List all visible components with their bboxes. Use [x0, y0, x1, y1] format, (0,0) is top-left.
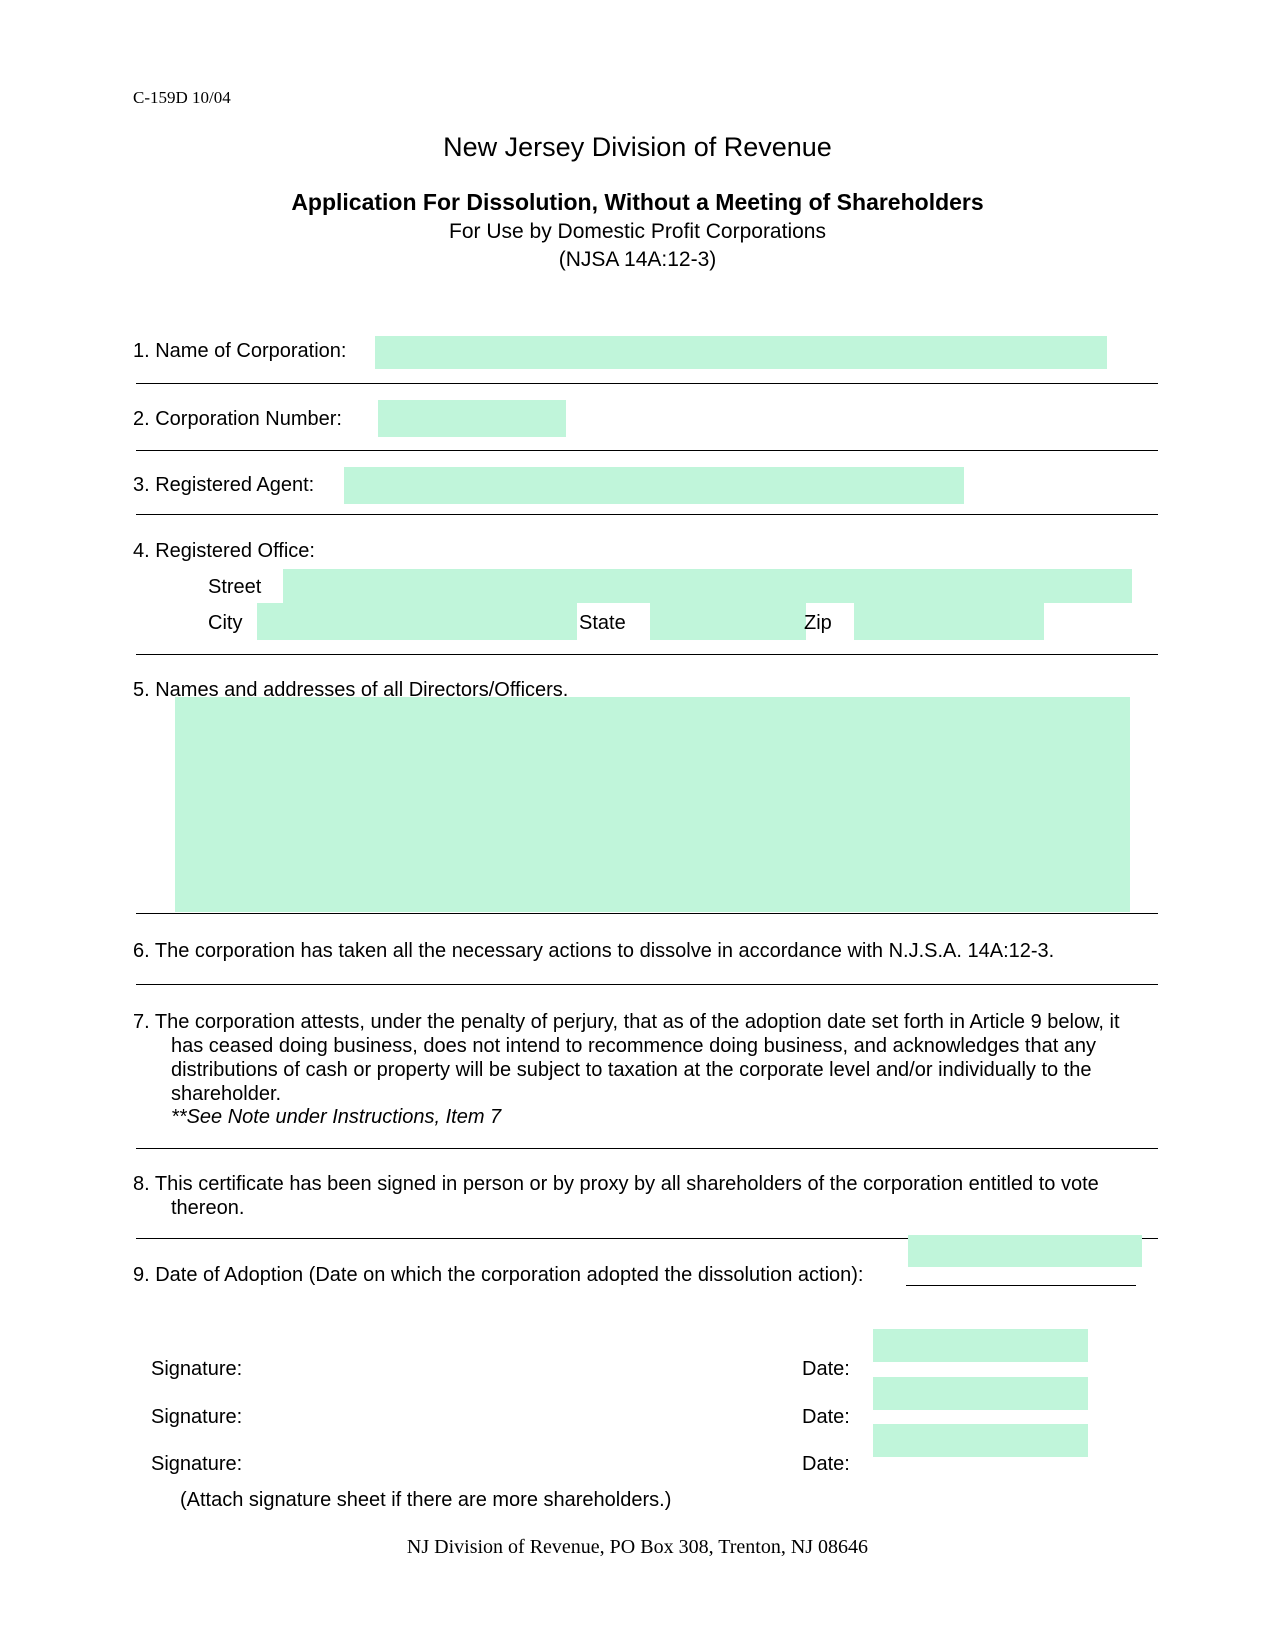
city-label: City	[208, 612, 243, 634]
divider-5	[136, 913, 1158, 914]
page-subtitle: For Use by Domestic Profit Corporations	[449, 220, 826, 243]
state-field[interactable]	[650, 603, 806, 640]
date-label-1: Date:	[802, 1358, 850, 1380]
date-of-adoption-label: 9. Date of Adoption (Date on which the corporation adopted the dissolution action):	[133, 1264, 864, 1286]
item-7-line-2: has ceased doing business, does not intend to recommence doing business, and acknowledges that any	[171, 1035, 1097, 1057]
corporation-number-field[interactable]	[378, 400, 566, 437]
attach-signature-note: (Attach signature sheet if there are more shareholders.)	[180, 1489, 672, 1511]
signature-date-field-1[interactable]	[873, 1329, 1088, 1362]
divider-6	[136, 984, 1158, 985]
divider-7	[136, 1148, 1158, 1149]
item-6-statement: 6. The corporation has taken all the necessary actions to dissolve in accordance with N.J.S.A. 14A:12-3.	[133, 940, 1055, 962]
page-title: Application For Dissolution, Without a Meeting of Shareholders	[291, 189, 984, 215]
zip-field[interactable]	[854, 603, 1044, 640]
divider-4	[136, 654, 1158, 655]
street-label: Street	[208, 576, 262, 598]
directors-officers-field[interactable]	[175, 697, 1130, 912]
city-field[interactable]	[257, 603, 577, 640]
signature-date-field-3[interactable]	[873, 1424, 1088, 1457]
name-of-corporation-label: 1. Name of Corporation:	[133, 340, 347, 362]
street-field[interactable]	[283, 569, 1132, 603]
item-8-line-2: thereon.	[171, 1197, 245, 1219]
statute-reference: (NJSA 14A:12-3)	[558, 248, 717, 271]
corporation-number-label: 2. Corporation Number:	[133, 408, 342, 430]
date-label-3: Date:	[802, 1453, 850, 1475]
agency-name: New Jersey Division of Revenue	[443, 132, 832, 162]
signature-label-2: Signature:	[151, 1406, 243, 1428]
directors-officers-label: 5. Names and addresses of all Directors/Officers.	[133, 679, 569, 701]
registered-office-label: 4. Registered Office:	[133, 540, 315, 562]
date-of-adoption-field[interactable]	[908, 1235, 1142, 1267]
registered-agent-label: 3. Registered Agent:	[133, 474, 315, 496]
item-7-line-4: shareholder.	[171, 1083, 282, 1105]
signature-label-1: Signature:	[151, 1358, 243, 1380]
item-7-note: **See Note under Instructions, Item 7	[171, 1106, 502, 1128]
footer-address: NJ Division of Revenue, PO Box 308, Trenton, NJ 08646	[406, 1536, 869, 1558]
item-7-line-3: distributions of cash or property will be subject to taxation at the corporate level and/or individually to the	[171, 1059, 1092, 1081]
date-of-adoption-blank-line	[906, 1285, 1136, 1286]
date-label-2: Date:	[802, 1406, 850, 1428]
item-7-line-1: 7. The corporation attests, under the penalty of perjury, that as of the adoption date set forth in Article 9 below, it	[133, 1011, 1120, 1033]
divider-1	[136, 383, 1158, 384]
signature-label-3: Signature:	[151, 1453, 243, 1475]
signature-date-field-2[interactable]	[873, 1377, 1088, 1410]
divider-2	[136, 450, 1158, 451]
registered-agent-field[interactable]	[344, 467, 964, 504]
state-label: State	[579, 612, 626, 634]
name-of-corporation-field[interactable]	[375, 336, 1107, 369]
divider-3	[136, 514, 1158, 515]
form-code: C-159D 10/04	[133, 88, 231, 107]
item-8-line-1: 8. This certificate has been signed in person or by proxy by all shareholders of the corporation entitled to vote	[133, 1173, 1099, 1195]
zip-label: Zip	[804, 612, 832, 634]
